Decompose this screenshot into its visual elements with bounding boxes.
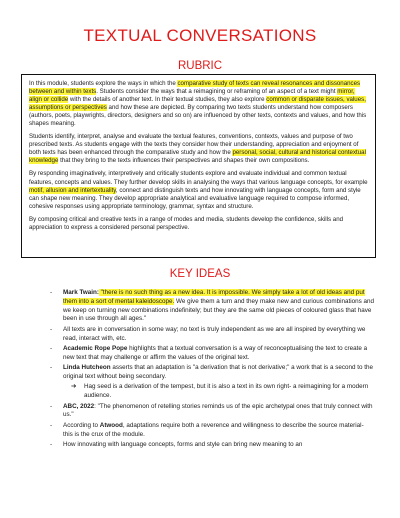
list-item xyxy=(50,364,375,382)
highlight: common or disparate issues, values, assumptions or perspectives xyxy=(29,96,366,112)
list-item xyxy=(50,403,375,421)
bullet: - xyxy=(50,440,53,448)
page-title: TEXTUAL CONVERSATIONS xyxy=(83,26,317,45)
list-item xyxy=(50,441,375,450)
highlight: personal, social, cultural and historical contextual knowledge xyxy=(29,149,366,165)
text-span: By responding imaginatively, interpretively and critically students explore and evaluate individual and common textual features, concepts and values. They further develop skills in analysing the ways that various language concepts, for example xyxy=(29,170,368,186)
item-text: highlights that a textual conversation is a way of reconceptualising the text to create a new text that may challenge or affirm the values of the original text. xyxy=(63,344,368,361)
item-text: : "The phenomenon of retelling stories reminds us of the epic archetypal ones that truly connect with us." xyxy=(63,402,373,419)
quote-author: Linda Hutcheon xyxy=(63,364,111,372)
rubric-paragraph-2 xyxy=(29,133,368,165)
item-text: Hag seed is a derivation of the tempest, but it is also a text in its own right- a reimagining for a modern audience. xyxy=(84,383,369,400)
quote-author: Mark Twain: xyxy=(63,289,99,296)
bullet: - xyxy=(50,325,53,333)
text-span: that they bring to the texts influences their perspectives and shapes their own compositions. xyxy=(58,157,310,165)
bullet: - xyxy=(50,421,53,429)
text-span: Students identify, interpret, analyse and evaluate the textual features, conventions, contexts, values and purpose of two prescribed texts. As students engage with the texts they consider how their understanding, appreciation and enjoyment of both texts has been enhanced through the comparative study and how the xyxy=(29,133,359,157)
bullet: - xyxy=(50,344,53,352)
quote-author: Atwood xyxy=(99,421,123,429)
highlight: mirror, align or collide xyxy=(29,88,355,104)
rubric-box xyxy=(21,74,376,258)
list-item xyxy=(50,289,375,324)
list-item xyxy=(50,326,375,344)
list-item xyxy=(50,422,375,440)
text-span: In this module, students explore the ways in which the xyxy=(29,80,178,87)
text-span: , connect and distinguish texts and how innovating with language concepts, form and style can shape new meaning. They develop appropriate analytical and evaluative language required to compose informed, cohesive responses using appropriate terminology, grammar, syntax and structure. xyxy=(29,186,361,210)
item-text: asserts that an adaptation is "a derivation that is not derivative;" a work that is a second to the original text without being secondary. xyxy=(63,364,374,380)
rubric-heading: RUBRIC xyxy=(177,60,223,72)
highlight: comparative study of texts can reveal resonances and dissonances between and within texts xyxy=(29,80,361,96)
key-ideas-heading: KEY IDEAS xyxy=(169,268,231,280)
text-span: . Students consider the ways that a reimagining or reframing of an aspect of a text might xyxy=(96,88,338,96)
quote-author: ABC, 2022 xyxy=(63,402,95,410)
bullet: - xyxy=(50,289,53,296)
text-span: with the details of another text. In their textual studies, they also explore xyxy=(68,96,267,104)
highlight: motif, allusion and intertextuality xyxy=(29,186,116,194)
arrow-icon: ➔ xyxy=(71,383,77,391)
list-item xyxy=(50,345,375,363)
rubric-paragraph-4: By composing critical and creative texts in a range of modes and media, students develop the confidence, skills and appreciation to express a considered personal perspective. xyxy=(29,215,344,231)
rubric-paragraph-3 xyxy=(29,170,368,210)
item-text: We give them a turn and they make new and curious combinations and we keep on turning new combinations indefinitely; but they are the same old pieces of coloured glass that have been in use through all ages." xyxy=(63,297,375,323)
text-span: and how these are depicted. By comparing two texts students understand how composers (authors, poets, playwrights, directors, designers and so on) are influenced by other texts, contexts and values, and how this shapes meaning. xyxy=(29,104,367,128)
bullet: - xyxy=(50,364,53,372)
key-ideas-list xyxy=(50,289,375,451)
item-text: How innovating with language concepts, forms and style can bring new meaning to an xyxy=(63,440,303,448)
item-text: According to xyxy=(63,421,100,429)
quote-author: Academic Rope Pope xyxy=(63,344,128,352)
bullet: - xyxy=(50,402,53,410)
sub-list-item xyxy=(50,383,375,401)
rubric-paragraph-1 xyxy=(29,80,368,128)
item-text: All texts are in conversation in some way; no text is truly independent as we are all inspired by everything we read, interact with, etc. xyxy=(63,325,366,342)
item-text: , adaptations require both a reverence and willingness to describe the source material- this is the crux of the module. xyxy=(63,421,364,438)
highlight: "there is no such thing as a new idea. It is impossible. We simply take a lot of old ideas and put them into a sort of mental kaleidoscope. xyxy=(63,289,365,305)
